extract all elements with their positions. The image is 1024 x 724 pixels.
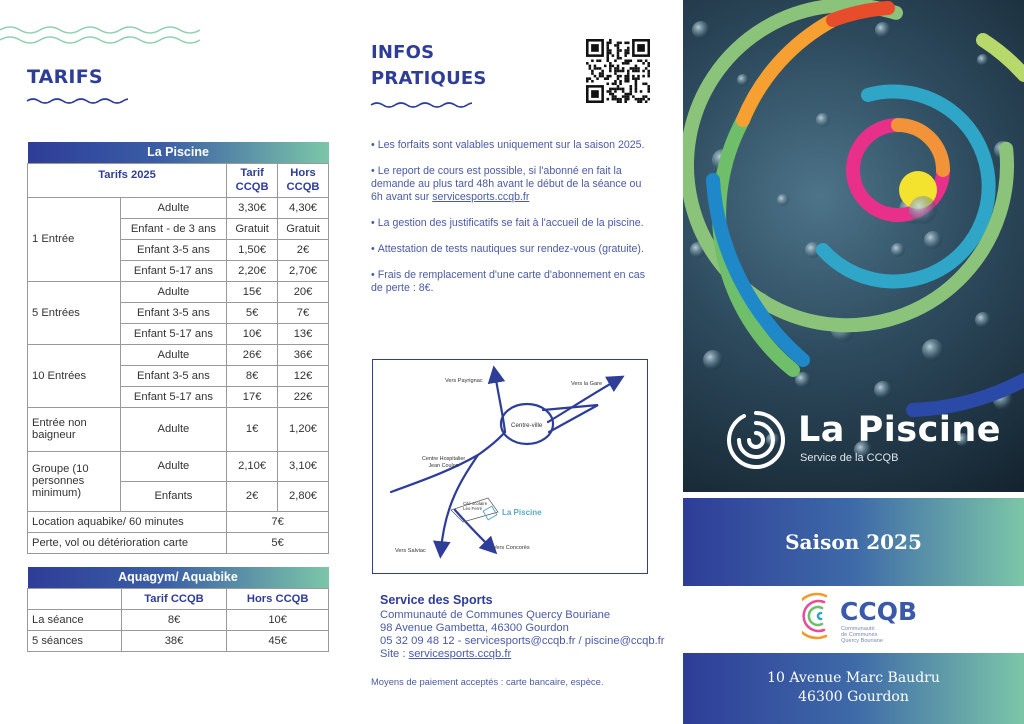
col-header-tarifs: Tarifs 2025	[28, 163, 227, 197]
group-label: 5 Entrées	[28, 281, 121, 344]
infos-heading-line1: INFOS	[371, 42, 435, 63]
service-sports-title: Service des Sports	[380, 593, 493, 607]
cell-ccqb: 8€	[227, 365, 278, 386]
qr-code-icon[interactable]	[586, 39, 650, 103]
cell-type: Enfant 5-17 ans	[120, 386, 226, 407]
map-label-salviac: Vers Salviac	[395, 548, 426, 554]
cell-hors: Gratuit	[278, 218, 329, 239]
cell-hors: 13€	[278, 323, 329, 344]
cell-type: Enfant 5-17 ans	[120, 260, 226, 281]
cell-ccqb: 1€	[227, 407, 278, 451]
info-item-3: • La gestion des justificatifs se fait à l'accueil de la piscine.	[371, 217, 653, 230]
infos-list	[371, 139, 653, 308]
extra-price: 7€	[227, 511, 329, 532]
cell-hors: 36€	[278, 344, 329, 365]
table-row	[28, 532, 329, 553]
extra-price: 5€	[227, 532, 329, 553]
ccqb-logo-text: CCQB	[840, 597, 918, 626]
cell-hors: 4,30€	[278, 197, 329, 218]
cell-ccqb: 2€	[227, 481, 278, 511]
info-item-1: • Les forfaits sont valables uniquement sur la saison 2025.	[371, 139, 653, 152]
group-label: Entrée non baigneur	[28, 407, 121, 451]
cell-ccqb: 10€	[227, 323, 278, 344]
map-label-cite-scolaire: Cité scolaire Léo Ferré	[463, 501, 488, 511]
table-row	[28, 609, 329, 630]
cell-type: Enfant 3-5 ans	[120, 239, 226, 260]
info-item-5: • Frais de remplacement d'une carte d'abonnement en cas de perte : 8€.	[371, 269, 653, 295]
cell-hors: 2€	[278, 239, 329, 260]
top-wave-decoration	[0, 22, 210, 46]
cell-hors: 22€	[278, 386, 329, 407]
cell-hors: 12€	[278, 365, 329, 386]
aqua-row-label: La séance	[28, 609, 122, 630]
aqua-cell-ccqb: 8€	[121, 609, 227, 630]
extra-label: Perte, vol ou détérioration carte	[28, 532, 227, 553]
cell-hors: 20€	[278, 281, 329, 302]
cell-type: Enfant 5-17 ans	[120, 323, 226, 344]
map-label-piscine: La Piscine	[502, 508, 542, 517]
cell-hors: 1,20€	[278, 407, 329, 451]
location-map	[372, 359, 648, 574]
info-item-2: • Le report de cours est possible, si l'abonné en fait la demande au plus tard 48h avant le début de la séance ou 6h avant sur servicesports.ccqb.fr	[371, 165, 653, 204]
group-label: Groupe (10 personnes minimum)	[28, 451, 121, 511]
aquagym-table-title: Aquagym/ Aquabike	[28, 567, 329, 588]
piscine-table-title: La Piscine	[28, 142, 329, 163]
aqua-col-hors: Hors CCQB	[227, 588, 329, 609]
cell-type: Adulte	[120, 281, 226, 302]
service-sports-site-link[interactable]: servicesports.ccqb.fr	[408, 648, 512, 660]
cell-type: Adulte	[120, 407, 226, 451]
aqua-row-label: 5 séances	[28, 630, 122, 651]
infos-heading	[371, 40, 487, 92]
cell-type: Adulte	[120, 197, 226, 218]
address-line2: 46300 Gourdon	[798, 689, 909, 705]
brand-title: La Piscine	[798, 410, 1001, 450]
saison-banner: Saison 2025	[683, 498, 1024, 586]
map-label-concores: Vers Concorès	[493, 545, 530, 551]
ccqb-logo-icon	[802, 592, 834, 640]
service-sports-contact-line: 05 32 09 48 12 - servicesports@ccqb.fr / piscine@ccqb.fr	[380, 635, 665, 647]
address-banner	[683, 653, 1024, 724]
payment-methods: Moyens de paiement acceptés : carte bancaire, espèce.	[371, 676, 604, 687]
tarifs-heading: TARIFS	[27, 66, 103, 88]
cell-type: Enfant - de 3 ans	[120, 218, 226, 239]
group-label: 10 Entrées	[28, 344, 121, 407]
service-sports-address: 98 Avenue Gambetta, 46300 Gourdon	[380, 622, 569, 634]
cell-type: Enfants	[120, 481, 226, 511]
cell-hors: 2,80€	[278, 481, 329, 511]
map-label-centre-ville: Centre-ville	[511, 422, 543, 429]
brand-subtitle: Service de la CCQB	[800, 452, 899, 464]
info-item-4: • Attestation de tests nautiques sur rendez-vous (gratuite).	[371, 243, 653, 256]
aqua-cell-ccqb: 38€	[121, 630, 227, 651]
table-row	[28, 511, 329, 532]
col-header-ccqb: Tarif CCQB	[227, 163, 278, 197]
cell-ccqb: Gratuit	[227, 218, 278, 239]
cell-ccqb: 3,30€	[227, 197, 278, 218]
cell-type: Adulte	[120, 451, 226, 481]
service-sports-contact	[380, 594, 680, 661]
aqua-cell-hors: 45€	[227, 630, 329, 651]
cell-ccqb: 2,10€	[227, 451, 278, 481]
cell-ccqb: 26€	[227, 344, 278, 365]
piscine-logo-icon	[724, 408, 788, 472]
aqua-col-ccqb: Tarif CCQB	[121, 588, 227, 609]
map-label-gare: Vers la Gare	[571, 381, 603, 387]
extra-label: Location aquabike/ 60 minutes	[28, 511, 227, 532]
cell-ccqb: 5€	[227, 302, 278, 323]
tarifs-heading-underline	[26, 96, 128, 106]
ccqb-logo-subtitle: Communauté de Communes Quercy Bouriane	[841, 626, 883, 644]
aqua-cell-hors: 10€	[227, 609, 329, 630]
cell-ccqb: 1,50€	[227, 239, 278, 260]
tarifs-table	[27, 142, 329, 554]
servicesports-link[interactable]: servicesports.ccqb.fr	[432, 191, 530, 203]
map-label-payrignac: Vers Payrignac	[445, 378, 483, 384]
map-label-hopital: Centre Hospitalier Jean Coulon	[422, 456, 466, 469]
infos-heading-underline	[370, 100, 472, 110]
service-sports-site: Site : servicesports.ccqb.fr	[380, 648, 512, 660]
cell-ccqb: 2,20€	[227, 260, 278, 281]
cell-hors: 7€	[278, 302, 329, 323]
table-row	[28, 281, 329, 302]
cell-ccqb: 17€	[227, 386, 278, 407]
address-line1: 10 Avenue Marc Baudru	[767, 670, 940, 686]
cell-ccqb: 15€	[227, 281, 278, 302]
cell-type: Adulte	[120, 344, 226, 365]
cell-hors: 2,70€	[278, 260, 329, 281]
cell-type: Enfant 3-5 ans	[120, 365, 226, 386]
table-row	[28, 344, 329, 365]
group-label: 1 Entrée	[28, 197, 121, 281]
table-row	[28, 630, 329, 651]
cell-hors: 3,10€	[278, 451, 329, 481]
cell-type: Enfant 3-5 ans	[120, 302, 226, 323]
service-sports-org: Communauté de Communes Quercy Bouriane	[380, 609, 611, 621]
infos-heading-line2: PRATIQUES	[371, 68, 487, 89]
col-header-hors: Hors CCQB	[278, 163, 329, 197]
table-row	[28, 197, 329, 218]
table-row	[28, 451, 329, 481]
aquagym-table	[27, 567, 329, 652]
table-row	[28, 407, 329, 451]
